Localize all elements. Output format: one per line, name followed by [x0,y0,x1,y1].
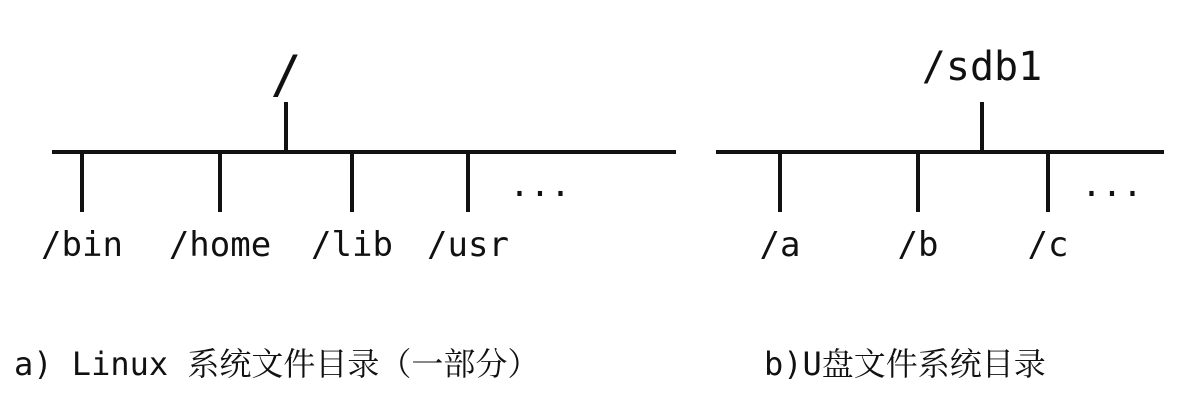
left-child-label: /lib [311,225,393,265]
left-child-label: /home [168,225,272,265]
linux-directory-tree [41,45,674,265]
left-more-ellipsis: ... [509,165,571,205]
left-root-label: / [270,45,302,105]
left-caption: a) Linux 系统文件目录（一部分） [14,345,540,383]
left-child-label: /usr [427,225,509,265]
right-child-label: /a [759,225,801,265]
right-root-label: /sdb1 [921,44,1043,90]
right-child-label: /c [1027,225,1069,265]
right-child-label: /b [897,225,939,265]
left-child-label: /bin [41,225,123,265]
right-more-ellipsis: ... [1081,165,1143,205]
right-caption: b)U盘文件系统目录 [764,345,1046,383]
usb-directory-tree [718,44,1162,265]
